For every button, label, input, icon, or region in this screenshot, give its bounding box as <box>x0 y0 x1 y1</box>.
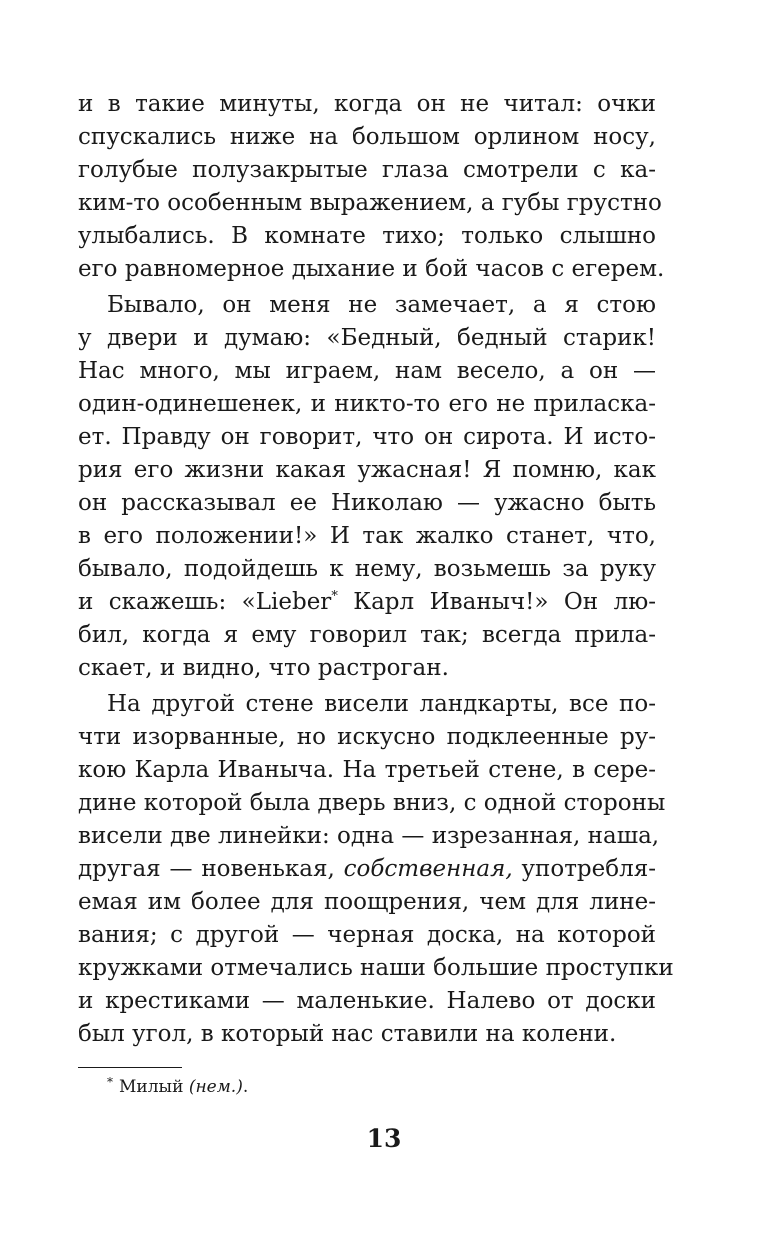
text-fragment: и скажешь: «Lieber <box>78 589 332 615</box>
text-line: его равномерное дыхание и бой часов с егерем. <box>78 256 665 282</box>
footnote-end: . <box>242 1077 249 1097</box>
text-line: бил, когда я ему говорил так; всегда прила- <box>78 622 656 648</box>
text-line: у двери и думаю: «Бедный, бедный старик! <box>78 325 656 351</box>
text-line: рия его жизни какая ужасная! Я помню, как <box>78 457 656 483</box>
text-line: дине которой была дверь вниз, с одной стороны <box>78 790 666 816</box>
text-line: висели две линейки: одна — изрезанная, наша, <box>78 823 660 849</box>
footnote-divider <box>78 1067 182 1068</box>
text-line: чти изорванные, но искусно подклеенные ру- <box>78 724 656 750</box>
text-line: емая им более для поощрения, чем для лине- <box>78 889 656 915</box>
paragraph-first-line: На другой стене висели ландкарты, все по- <box>107 691 656 717</box>
text-line: кою Карла Иваныча. На третьей стене, в сере- <box>78 757 656 783</box>
footnote <box>107 1074 248 1100</box>
footnote-language-note: (нем.) <box>188 1077 243 1097</box>
text-line: ет. Правду он говорит, что он сирота. И исто- <box>78 424 656 450</box>
text-line: был угол, в который нас ставили на колени. <box>78 1021 617 1047</box>
footnote-reference[interactable]: * <box>331 589 338 604</box>
text-line: скает, и видно, что растроган. <box>78 655 449 681</box>
text-fragment: Карл Иваныч!» Он лю- <box>337 589 656 615</box>
text-line: в его положении!» И так жалко станет, что, <box>78 523 656 549</box>
text-line: вания; с другой — черная доска, на которой <box>78 922 656 948</box>
text-line: он рассказывал ее Николаю — ужасно быть <box>78 490 656 516</box>
text-line: спускались ниже на большом орлином носу, <box>78 124 656 150</box>
emphasized-word: собственная, <box>343 856 513 882</box>
text-line: голубые полузакрытые глаза смотрели с ка- <box>78 157 656 183</box>
text-line: и в такие минуты, когда он не читал: очки <box>78 91 656 117</box>
text-fragment: другая — новенькая, <box>78 856 344 882</box>
text-fragment: употребля- <box>512 856 656 882</box>
text-line: кружками отмечались наши большие проступки <box>78 955 674 981</box>
text-line: бывало, подойдешь к нему, возьмешь за руку <box>78 556 656 582</box>
footnote-mark: * <box>107 1075 113 1089</box>
text-line: ким-то особенным выражением, а губы грустно <box>78 190 662 216</box>
text-line: Нас много, мы играем, нам весело, а он — <box>78 358 656 384</box>
text-line: улыбались. В комнате тихо; только слышно <box>78 223 656 249</box>
text-line: один-одинешенек, и никто-то его не приласка- <box>78 391 656 417</box>
text-line-with-footnote <box>78 586 656 619</box>
text-line: и крестиками — маленькие. Налево от доски <box>78 988 656 1014</box>
footnote-text: Милый <box>119 1077 189 1097</box>
page-number: 13 <box>366 1124 402 1153</box>
text-line-with-emphasis <box>78 853 656 886</box>
paragraph-first-line: Бывало, он меня не замечает, а я стою <box>107 292 656 318</box>
